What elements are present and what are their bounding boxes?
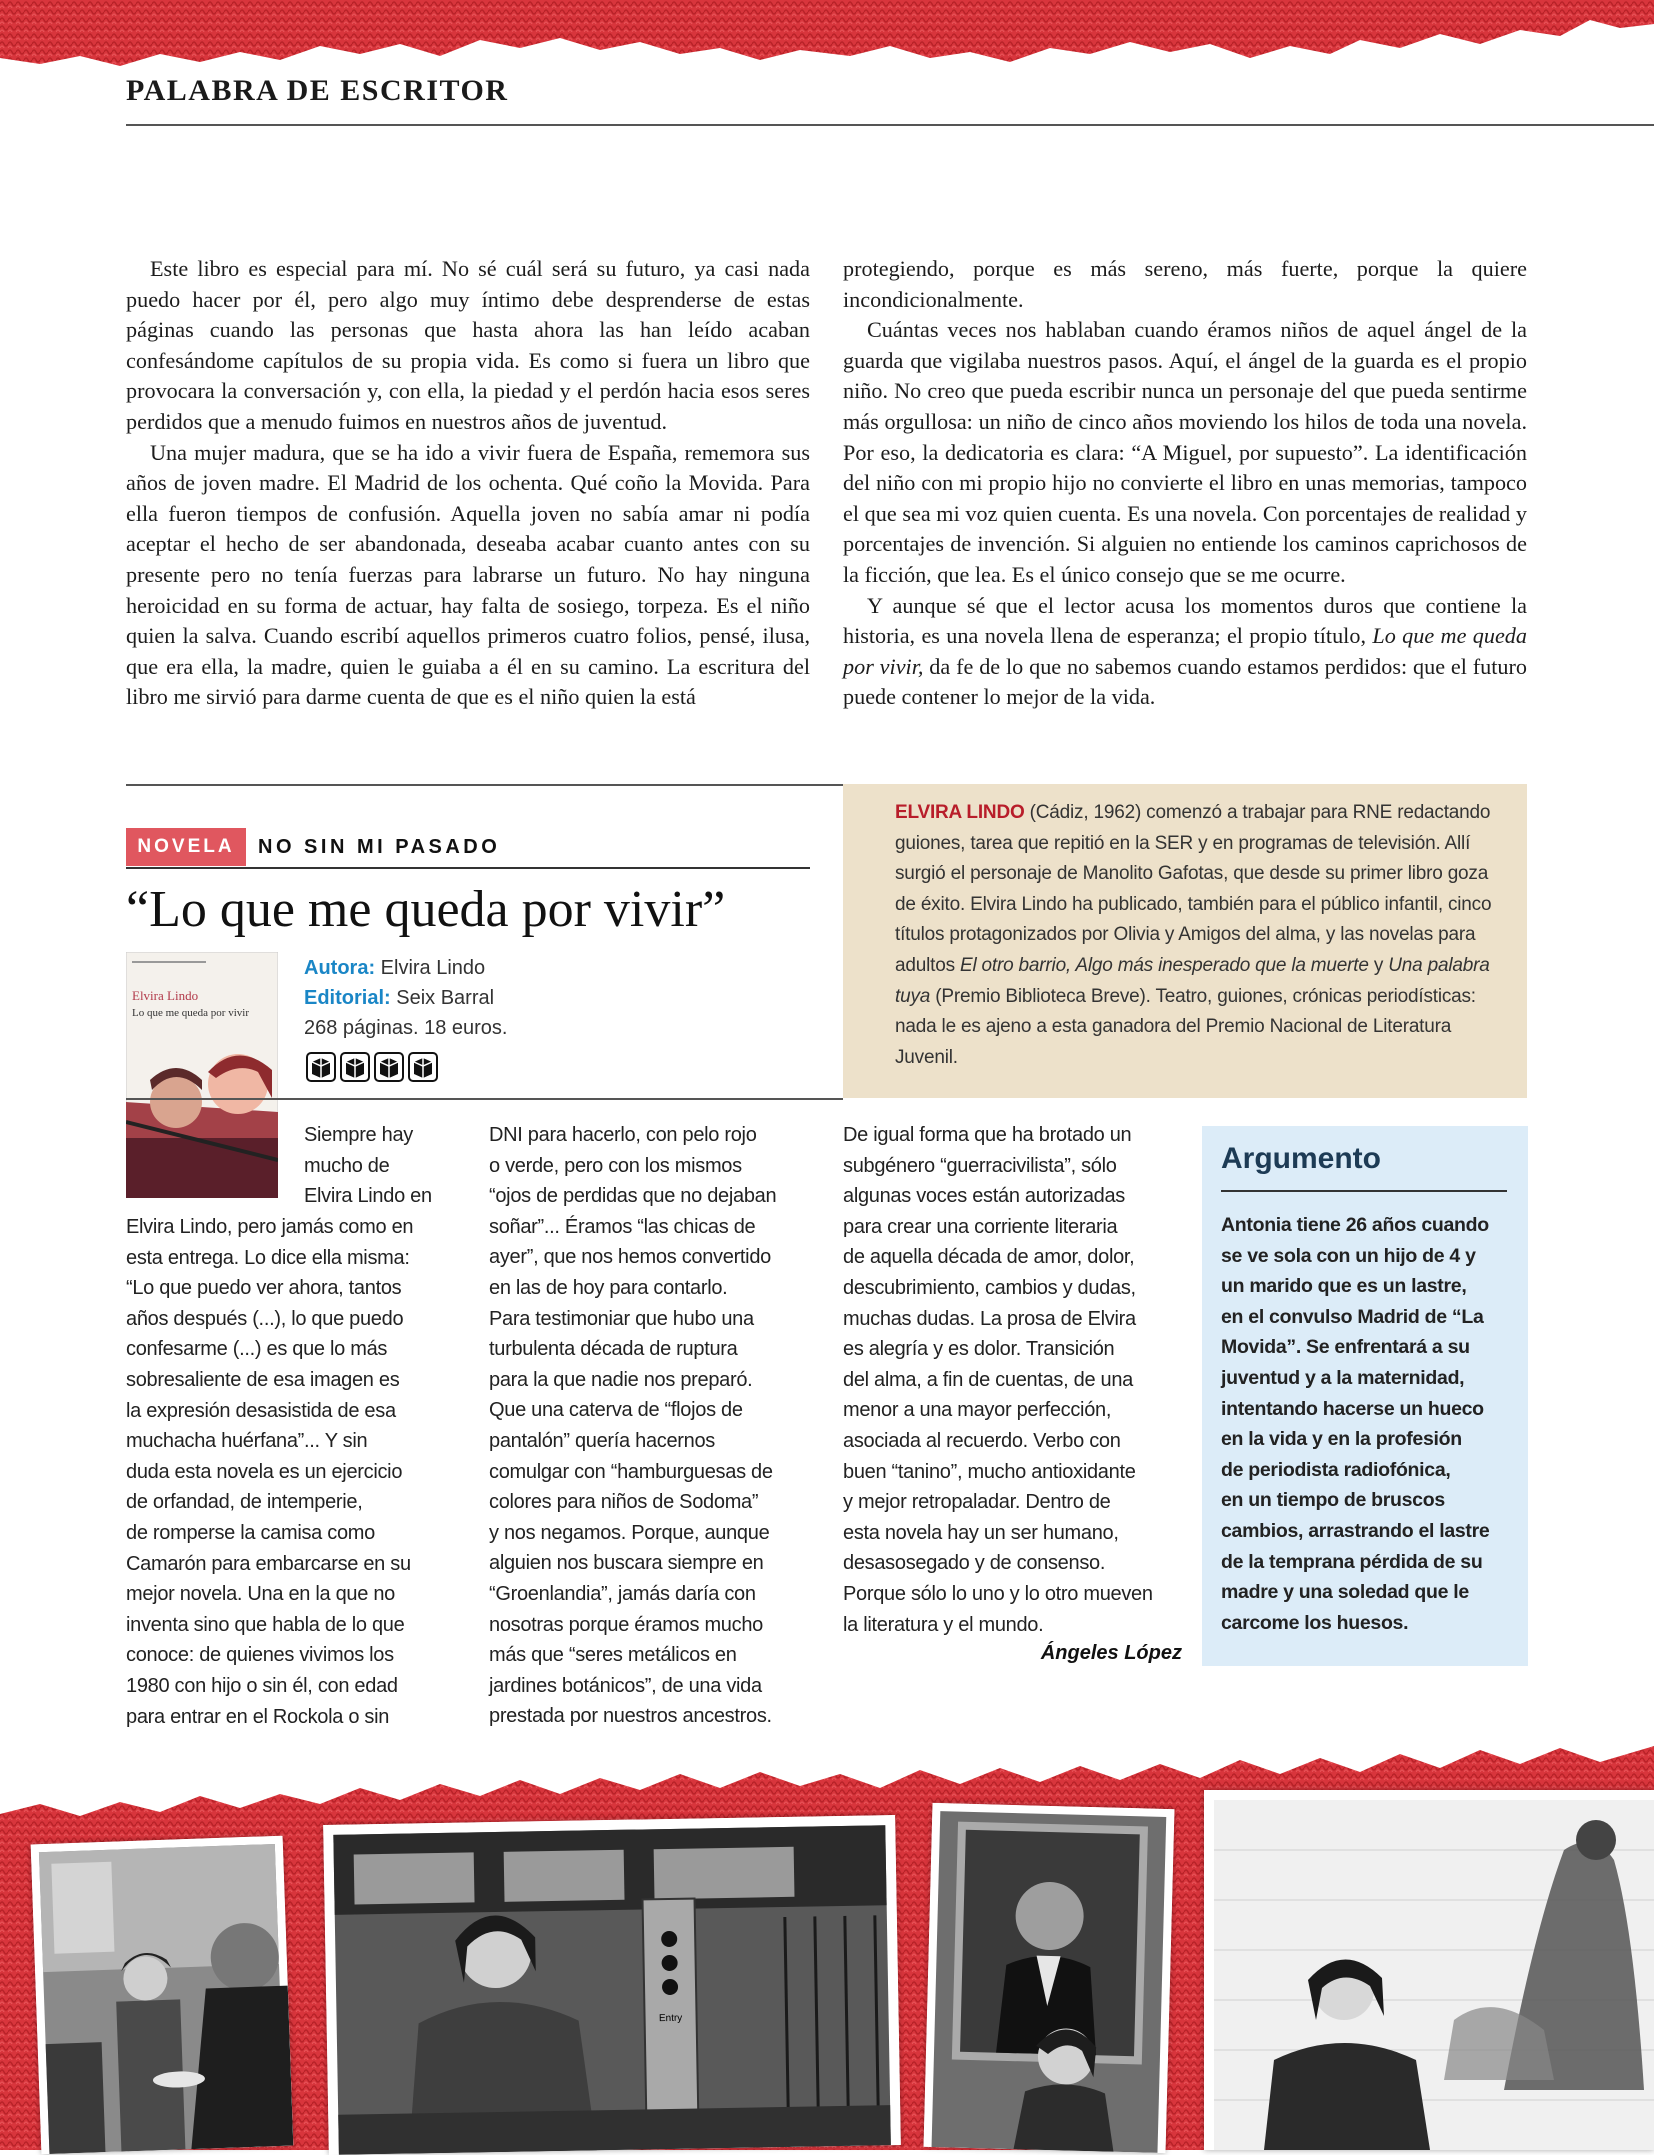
review-line: la expresión desasistida de esa: [126, 1399, 396, 1422]
review-line: “ojos de perdidas que no dejaban: [489, 1185, 777, 1208]
review-line: para entrar en el Rockola o sin: [126, 1705, 390, 1728]
review-line: buen “tanino”, mucho antioxidante: [843, 1460, 1136, 1483]
review-line: asociada al recuerdo. Verbo con: [843, 1429, 1121, 1452]
book-rating-icon: [374, 1052, 404, 1082]
review-line: Elvira Lindo en: [304, 1185, 432, 1208]
author-label: Autora:: [304, 957, 376, 979]
review-line: menor a una mayor perfección,: [843, 1399, 1112, 1422]
intro-paragraph-3: protegiendo, porque es más sereno, más fuerte, porque la quiere incondicionalmente.: [843, 256, 1527, 312]
review-line: Para testimoniar que hubo una: [489, 1307, 754, 1330]
review-line: sobresaliente de esa imagen es: [126, 1368, 400, 1391]
review-line: alguien nos buscara siempre en: [489, 1552, 764, 1575]
review-line: Siempre hay: [304, 1124, 413, 1146]
review-line: la literatura y el mundo.: [843, 1613, 1044, 1636]
review-line: muchacha huérfana”... Y sin: [126, 1430, 368, 1453]
review-line: Que una caterva de “flojos de: [489, 1399, 743, 1422]
publisher-label: Editorial:: [304, 987, 391, 1009]
plot-summary-line: de la temprana pérdida de su: [1221, 1550, 1483, 1573]
plot-summary-line: Movida”. Se enfrentará a su: [1221, 1336, 1470, 1359]
review-line: subgénero “guerracivilista”, sólo: [843, 1154, 1117, 1177]
review-line: o verde, pero con los mismos: [489, 1154, 742, 1177]
plot-summary-title: Argumento: [1221, 1142, 1381, 1175]
review-line: para crear una corriente literaria: [843, 1215, 1118, 1238]
plot-summary-line: se ve sola con un hijo de 4 y: [1221, 1244, 1476, 1267]
plot-summary-line: carcome los huesos.: [1221, 1611, 1409, 1634]
bio-text-a: (Cádiz, 1962) comenzó a trabajar para RNE redactando guiones, tarea que repitió en la SER y en programas de televisión. Allí surgió el personaje de Manolito Gafotas, que desde su primer libro goza de éxito. Elvira Lindo ha publicado, también para el público infantil, cinco títulos protagonizados por Olivia y Amigos del alma, y las novelas para adultos: [895, 802, 1492, 976]
intro-left-column: [126, 254, 810, 713]
review-line: confesarme (...) es que lo más: [126, 1338, 388, 1361]
review-line: nosotras porque éramos mucho: [489, 1613, 763, 1636]
author-bio-text: [895, 798, 1495, 1073]
review-line: algunas voces están autorizadas: [843, 1185, 1125, 1208]
review-line: de romperse la camisa como: [126, 1521, 375, 1544]
review-line: turbulenta década de ruptura: [489, 1338, 738, 1361]
review-line: Porque sólo lo uno y lo otro mueven: [843, 1582, 1153, 1605]
intro-paragraph-5: [843, 591, 1527, 713]
book-cover-image: [126, 952, 278, 1198]
review-line: inventa sino que habla de lo que: [126, 1613, 405, 1636]
bio-titles-2: Una palabra tuya: [895, 954, 1490, 1007]
intro-paragraph-4: Cuántas veces nos hablaban cuando éramos niños de aquel ángel de la guarda que vigilaba nuestros pasos. Aquí, el ángel de la guarda es el propio niño. No creo que pueda escribir nunca un personaje del que pueda sentirme más orgullosa: un niño de cinco años moviendo los hilos de toda una novela. Por eso, la dedicatoria es clara: “A Miguel, por supuesto”. La identificación del niño con mi propio hijo no convierte el libro en unas memorias, tampoco el que sea mi voz quien cuenta. Es una novela. Con porcentajes de realidad y porcentajes de invención. Si alguien no entiende los caminos caprichosos de la ficción, que lea. Es el único consejo que se me ocurre.: [843, 317, 1527, 587]
review-line: duda esta novela es un ejercicio: [126, 1460, 403, 1483]
header-rule: [126, 124, 1654, 126]
book-title: “Lo que me queda por vivir”: [126, 881, 726, 938]
plot-summary-line: cambios, arrastrando el lastre: [1221, 1519, 1490, 1542]
publisher-row: [304, 983, 508, 1013]
review-line: en las de hoy para contarlo.: [489, 1276, 728, 1299]
book-meta: [304, 953, 508, 1043]
plot-summary-line: de periodista radiofónica,: [1221, 1458, 1451, 1481]
plot-summary-line: en la vida y en la profesión: [1221, 1428, 1462, 1451]
cover-title-text: Lo que me queda por vivir: [132, 1007, 249, 1019]
review-line: “Groenlandia”, jamás daría con: [489, 1582, 756, 1605]
review-line: mejor novela. Una en la que no: [126, 1583, 395, 1606]
plot-summary-rule: [1221, 1190, 1507, 1192]
bio-titles-1: El otro barrio, Algo más inesperado que la muerte: [959, 954, 1369, 976]
bio-text-c: (Premio Biblioteca Breve). Teatro, guiones, crónicas periodísticas: nada le es ajeno a esta ganadora del Premio Nacional de Literatura Juvenil.: [895, 985, 1476, 1068]
book-rating-icon: [306, 1052, 336, 1082]
plot-summary-line: juventud y a la maternidad,: [1221, 1366, 1465, 1389]
author-value: Elvira Lindo: [380, 957, 486, 979]
book-rating-icon: [408, 1052, 438, 1082]
plot-summary-line: un marido que es un lastre,: [1221, 1275, 1467, 1298]
review-line: del alma, a fin de cuentas, de una: [843, 1368, 1134, 1391]
review-line: de orfandad, de intemperie,: [126, 1491, 363, 1514]
review-line: años después (...), lo que puedo: [126, 1307, 404, 1330]
review-line: de aquella década de amor, dolor,: [843, 1246, 1135, 1269]
review-line: soñar”... Éramos “las chicas de: [489, 1215, 756, 1238]
publisher-value: Seix Barral: [396, 987, 495, 1009]
review-line: descubrimiento, cambios y dudas,: [843, 1276, 1136, 1299]
review-subtitle-rule: [126, 867, 810, 869]
review-line: jardines botánicos”, de una vida: [489, 1674, 762, 1697]
section-title: PALABRA DE ESCRITOR: [126, 74, 509, 107]
plot-summary-line: en un tiempo de bruscos: [1221, 1489, 1445, 1512]
review-line: mucho de: [304, 1154, 390, 1177]
review-signature: Ángeles López: [1040, 1642, 1182, 1664]
review-line: DNI para hacerlo, con pelo rojo: [489, 1124, 757, 1146]
intro-p5-text-b: da fe de lo que no sabemos cuando estamos perdidos: que el futuro puede contener lo mejor de la vida.: [843, 653, 1527, 710]
review-column-1-top: [304, 1120, 484, 1212]
review-header-rule: [126, 1098, 843, 1100]
review-line: Camarón para embarcarse en su: [126, 1552, 411, 1575]
plot-summary-line: en el convulso Madrid de “La: [1221, 1305, 1484, 1328]
review-line: Elvira Lindo, pero jamás como en: [126, 1216, 414, 1238]
cover-author-text: Elvira Lindo: [132, 988, 199, 1003]
plot-summary-line: intentando hacerse un hueco: [1221, 1397, 1484, 1420]
photo-author-with-portrait: [924, 1803, 1175, 2153]
review-column-1: [126, 1212, 466, 1732]
pages-price: 268 páginas. 18 euros.: [304, 1017, 508, 1039]
review-line: esta entrega. Lo dice ella misma:: [126, 1246, 410, 1269]
review-subtitle: NO SIN MI PASADO: [258, 836, 501, 858]
review-line: “Lo que puedo ver ahora, tantos: [126, 1277, 402, 1300]
intro-paragraph-2: Una mujer madura, que se ha ido a vivir fuera de España, rememora sus años de joven madre. El Madrid de los ochenta. Qué coño la Movida. Para ella fueron tiempos de confusión. Aquella joven no sabía amar ni podía aceptar el hecho de ser abandonada, deseaba acabar cuanto antes con su presente pero no tenía fuerzas para labrarse un futuro. No hay ninguna heroicidad en su forma de actuar, hay falta de sosiego, torpeza. Es el niño quien la salva. Cuando escribí aquellos primeros cuatro folios, pensé, ilusa, que era ella, la madre, quien le guiaba a él en su camino. La escritura del libro me sirvió para darme cuenta de que es el niño quien la está: [126, 439, 810, 710]
review-line: prestada por nuestros ancestros.: [489, 1705, 772, 1728]
review-line: esta novela hay un ser humano,: [843, 1521, 1119, 1544]
review-line: desasosegado y de consenso.: [843, 1552, 1106, 1575]
intro-right-column: [843, 254, 1527, 713]
review-line: 1980 con hijo o sin él, con edad: [126, 1674, 398, 1697]
review-line: y mejor retropaladar. Dentro de: [843, 1491, 1111, 1514]
review-line: muchas dudas. La prosa de Elvira: [843, 1307, 1136, 1330]
intro-p5-text-a: Y aunque sé que el lector acusa los momentos duros que contiene la historia, es una novela llena de esperanza; el propio título,: [843, 592, 1527, 649]
review-line: colores para niños de Sodoma”: [489, 1491, 759, 1514]
entry-sign-text: Entry: [658, 2012, 683, 2025]
review-column-3: [843, 1120, 1183, 1640]
review-line: para la que nadie nos preparó.: [489, 1368, 753, 1391]
plot-summary-text: [1221, 1210, 1511, 1638]
review-line: pantalón” quería hacernos: [489, 1429, 715, 1452]
review-line: De igual forma que ha brotado un: [843, 1124, 1132, 1146]
intro-paragraph-1: Este libro es especial para mí. No sé cuál será su futuro, ya casi nada puedo hacer por él, pero algo muy íntimo debe desprenderse de estas páginas cuando las personas que hasta ahora las han leído acaban confesándome capítulos de su propia vida. Es como si fuera un libro que provocara la conversación y, con ella, la piedad y el perdón hacia esos seres perdidos que a menudo fuimos en nuestros años de juventud.: [126, 256, 810, 434]
review-line: y nos negamos. Porque, aunque: [489, 1521, 770, 1544]
plot-summary-line: Antonia tiene 26 años cuando: [1221, 1214, 1489, 1236]
review-line: más que “seres metálicos en: [489, 1644, 737, 1667]
photo-author-street-art: [1204, 1790, 1654, 2150]
photo-author-subway: [323, 1815, 901, 2155]
rating-icons: [306, 1052, 438, 1082]
book-rating-icon: [340, 1052, 370, 1082]
bio-text-b: y: [1373, 954, 1384, 976]
review-line: es alegría y es dolor. Transición: [843, 1338, 1115, 1361]
genre-tag: NOVELA: [126, 828, 246, 866]
author-row: [304, 953, 508, 983]
plot-summary-line: madre y una soledad que le: [1221, 1581, 1469, 1604]
review-line: comulgar con “hamburguesas de: [489, 1460, 773, 1483]
review-line: conoce: de quienes vivimos los: [126, 1644, 394, 1667]
intro-p5-book-title: Lo que me queda por vivir,: [843, 623, 1527, 679]
bio-author-name: ELVIRA LINDO: [895, 802, 1025, 823]
photo-author-at-table: [31, 1836, 294, 2155]
review-column-2: [489, 1120, 829, 1732]
review-line: ayer”, que nos hemos convertido: [489, 1246, 771, 1269]
